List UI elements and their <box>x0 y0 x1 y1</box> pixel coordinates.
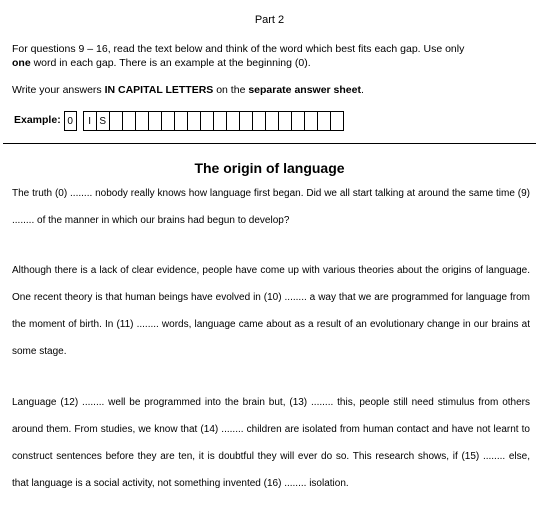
example-answer-box <box>175 111 188 131</box>
instructions-line-3: Write your answers <box>12 84 105 96</box>
example-answer-box <box>305 111 318 131</box>
example-answer-box <box>149 111 162 131</box>
part-title: Part 2 <box>254 14 285 26</box>
example-answer-box <box>110 111 123 131</box>
section-divider <box>3 143 536 144</box>
example-answer-box <box>279 111 292 131</box>
instructions-line-3-mid: on the <box>213 84 249 96</box>
instructions-line-3-end: . <box>360 84 364 96</box>
example-answer-box <box>240 111 253 131</box>
instructions-emphasis-capitals: IN CAPITAL LETTERS <box>104 84 214 96</box>
example-answer-box <box>227 111 240 131</box>
example-answer-box <box>292 111 305 131</box>
example-answer-box <box>136 111 149 131</box>
example-answer-box <box>214 111 227 131</box>
text-paragraph-1: The truth (0) ........ nobody really knows how language first began. Did we all start talking at around the same time (9) ........ of the manner in which our brains had begun to develop? <box>12 188 530 226</box>
example-answer-box <box>266 111 279 131</box>
instructions-paragraph-2 <box>12 83 532 97</box>
text-title: The origin of language <box>194 160 345 176</box>
example-answer-box <box>331 111 344 131</box>
example-answer-boxes <box>83 111 344 131</box>
example-answer-box <box>318 111 331 131</box>
example-answer-box <box>123 111 136 131</box>
example-answer-box <box>253 111 266 131</box>
example-answer-box <box>162 111 175 131</box>
example-answer-box: I <box>84 111 97 131</box>
instructions-paragraph-1 <box>12 42 532 70</box>
example-answer-box <box>201 111 214 131</box>
instructions-emphasis-one: one <box>12 57 31 69</box>
instructions-line-1: For questions 9 – 16, read the text below and think of the word which best fits each gap. Use only <box>12 43 465 55</box>
example-answer-box: S <box>97 111 110 131</box>
instructions-line-2: word in each gap. There is an example at the beginning (0). <box>30 57 311 69</box>
text-paragraph-2: Although there is a lack of clear evidence, people have come up with various theories about the origins of language. One recent theory is that human beings have evolved in (10) ........ a way that we are programmed for language from the moment of birth. In (11) ........ words, language came about as a result of an evolutionary change in our brains at some stage. <box>12 265 530 357</box>
example-label: Example: <box>14 114 61 126</box>
example-answer-box <box>188 111 201 131</box>
example-row <box>14 110 344 132</box>
example-number-box: 0 <box>64 111 77 131</box>
instructions-emphasis-answer-sheet: separate answer sheet <box>248 84 361 96</box>
text-paragraph-3: Language (12) ........ well be programmed into the brain but, (13) ........ this, people still need stimulus from others around them. From studies, we know that (14) ........ children are isolated from human contact and have not learnt to construct sentences before they are ten, it is doubtful they will ever do so. This research shows, if (15) ........ else, that language is a social activity, not something invented (16) ........ isolation. <box>12 397 530 489</box>
